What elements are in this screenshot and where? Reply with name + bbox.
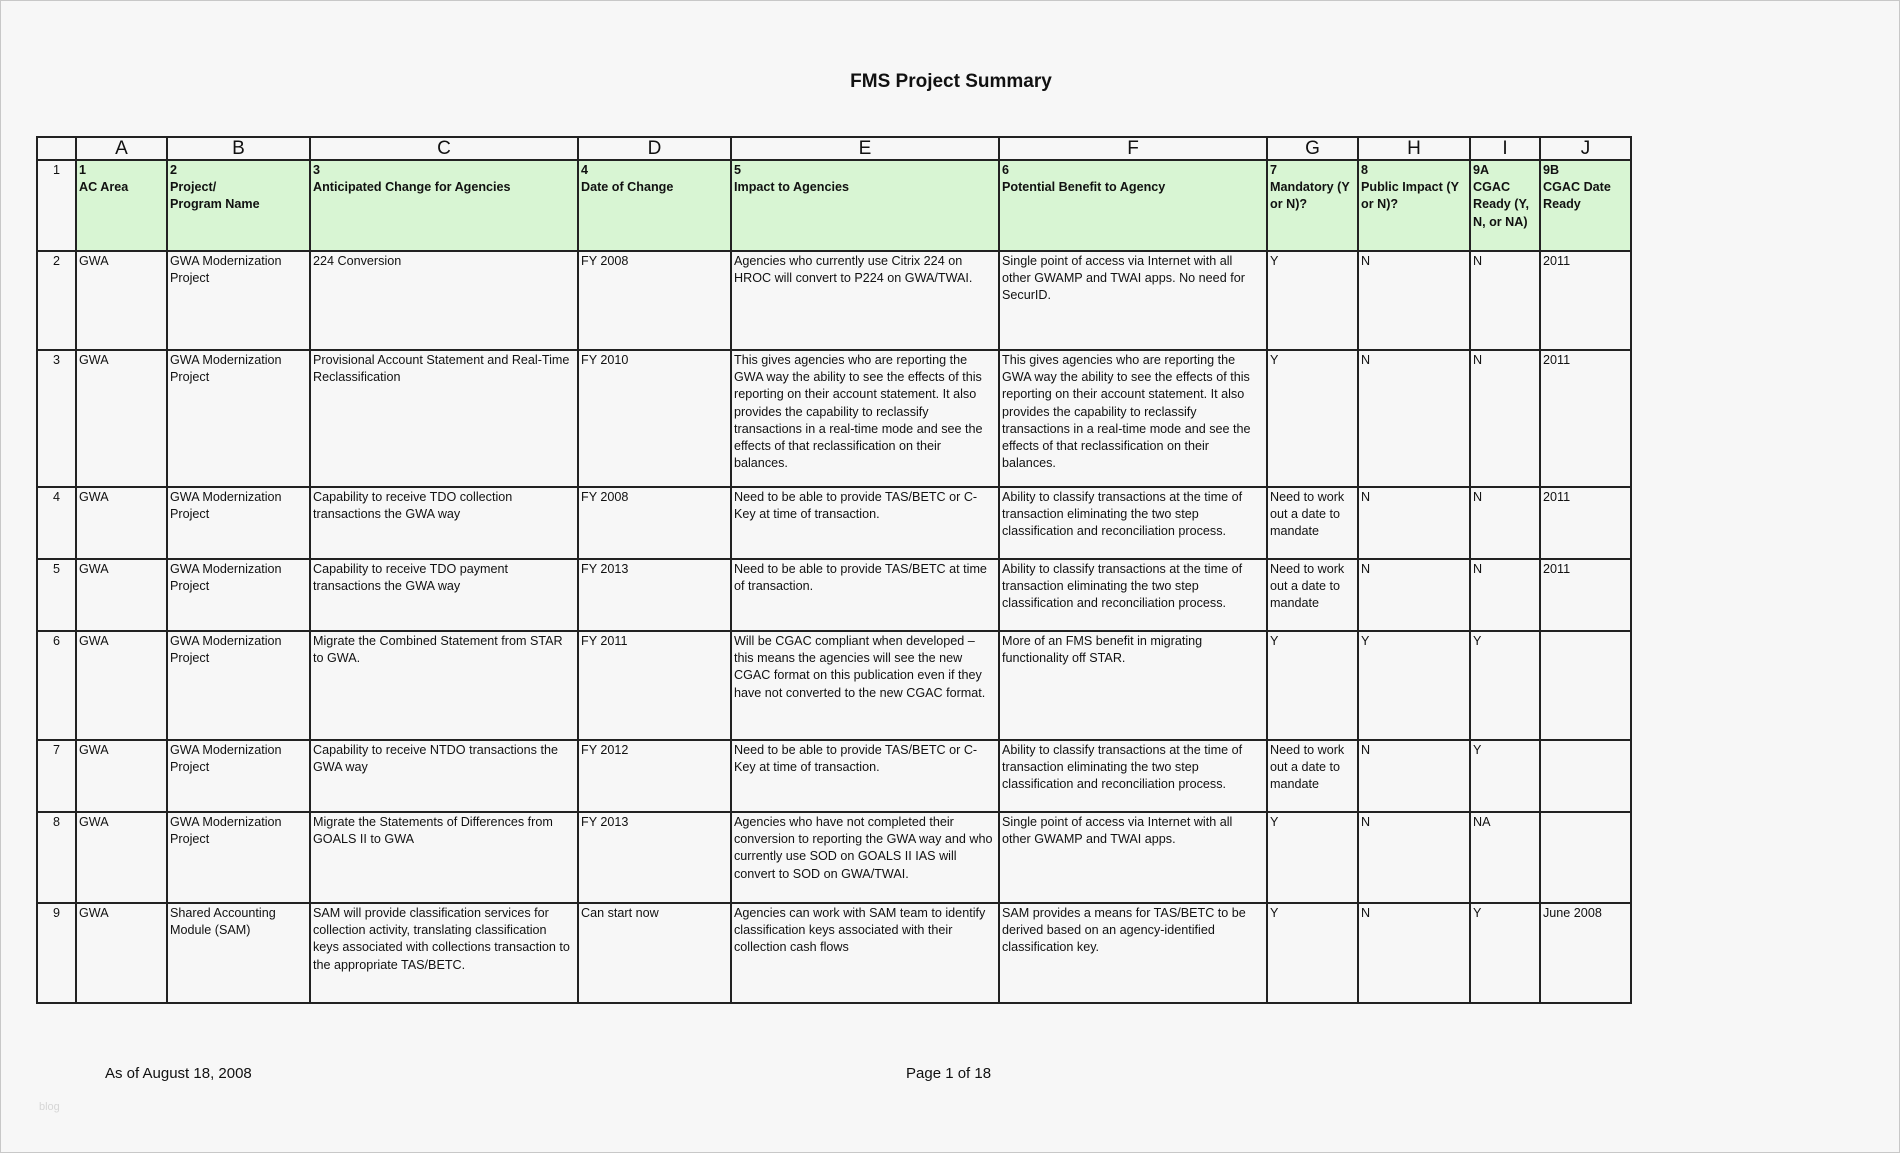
column-letter-b[interactable]: B xyxy=(167,137,310,160)
cell-i[interactable]: N xyxy=(1470,487,1540,559)
cell-h[interactable]: N xyxy=(1358,740,1470,812)
column-letter-a[interactable]: A xyxy=(76,137,167,160)
cell-h[interactable]: N xyxy=(1358,487,1470,559)
cell-a[interactable]: GWA xyxy=(76,559,167,631)
cell-i[interactable]: N xyxy=(1470,350,1540,487)
cell-g[interactable]: Need to work out a date to mandate xyxy=(1267,487,1358,559)
cell-e[interactable]: Will be CGAC compliant when developed – this means the agencies will see the new CGAC format on this publication even if they have not converted to the new CGAC format. xyxy=(731,631,999,740)
cell-h[interactable]: N xyxy=(1358,812,1470,903)
page-number: Page 1 of 18 xyxy=(906,1065,992,1082)
header-number: 4 xyxy=(581,163,589,177)
table-row xyxy=(37,903,1631,1003)
cell-g[interactable]: Y xyxy=(1267,631,1358,740)
header-label: Public Impact (Y or N)? xyxy=(1361,180,1459,212)
cell-d[interactable]: FY 2010 xyxy=(578,350,731,487)
cell-g[interactable]: Need to work out a date to mandate xyxy=(1267,740,1358,812)
cell-e[interactable]: Agencies can work with SAM team to identify classification keys associated with their collection cash flows xyxy=(731,903,999,1003)
cell-f[interactable]: Ability to classify transactions at the time of transaction eliminating the two step classification and reconciliation process. xyxy=(999,487,1267,559)
header-number: 6 xyxy=(1002,163,1010,177)
cell-d[interactable]: FY 2012 xyxy=(578,740,731,812)
cell-j[interactable]: 2011 xyxy=(1540,487,1631,559)
as-of-date: As of August 18, 2008 xyxy=(105,1065,252,1082)
cell-b[interactable]: GWA Modernization Project xyxy=(167,487,310,559)
header-cell-a[interactable] xyxy=(76,160,167,251)
cell-f[interactable]: SAM provides a means for TAS/BETC to be derived based on an agency-identified classification key. xyxy=(999,903,1267,1003)
cell-b[interactable]: Shared Accounting Module (SAM) xyxy=(167,903,310,1003)
header-number: 8 xyxy=(1361,163,1369,177)
cell-c[interactable]: Provisional Account Statement and Real-Time Reclassification xyxy=(310,350,578,487)
column-letter-i[interactable]: I xyxy=(1470,137,1540,160)
cell-d[interactable]: FY 2011 xyxy=(578,631,731,740)
cell-a[interactable]: GWA xyxy=(76,812,167,903)
cell-e[interactable]: Need to be able to provide TAS/BETC or C-Key at time of transaction. xyxy=(731,740,999,812)
table-row xyxy=(37,812,1631,903)
cell-i[interactable]: Y xyxy=(1470,631,1540,740)
cell-c[interactable]: Capability to receive NTDO transactions the GWA way xyxy=(310,740,578,812)
cell-c[interactable]: Capability to receive TDO payment transactions the GWA way xyxy=(310,559,578,631)
header-label: Project/ Program Name xyxy=(170,180,260,212)
cell-a[interactable]: GWA xyxy=(76,487,167,559)
row-number[interactable]: 5 xyxy=(37,559,76,631)
row-number[interactable]: 2 xyxy=(37,251,76,350)
column-letter-e[interactable]: E xyxy=(731,137,999,160)
table-row xyxy=(37,251,1631,350)
cell-d[interactable]: FY 2013 xyxy=(578,559,731,631)
cell-j[interactable]: 2011 xyxy=(1540,350,1631,487)
table-row xyxy=(37,487,1631,559)
header-number: 3 xyxy=(313,163,321,177)
column-letter-c[interactable]: C xyxy=(310,137,578,160)
cell-e[interactable]: This gives agencies who are reporting the GWA way the ability to see the effects of this reporting on their account statement. It also provides the capability to reclassify transactions in a real-time mode and see the effects of that reclassification on their balances. xyxy=(731,350,999,487)
cell-f[interactable]: This gives agencies who are reporting the GWA way the ability to see the effects of this reporting on their account statement. It also provides the capability to reclassify transactions in a real-time mode and see the effects of that reclassification on their balances. xyxy=(999,350,1267,487)
header-cell-g[interactable] xyxy=(1267,160,1358,251)
cell-i[interactable]: Y xyxy=(1470,903,1540,1003)
cell-h[interactable]: Y xyxy=(1358,631,1470,740)
cell-j[interactable]: 2011 xyxy=(1540,559,1631,631)
cell-c[interactable]: SAM will provide classification services for collection activity, translating classification keys associated with collections transaction to the appropriate TAS/BETC. xyxy=(310,903,578,1003)
row-number[interactable]: 3 xyxy=(37,350,76,487)
cell-a[interactable]: GWA xyxy=(76,740,167,812)
cell-e[interactable]: Need to be able to provide TAS/BETC at time of transaction. xyxy=(731,559,999,631)
cell-j[interactable] xyxy=(1540,631,1631,740)
table-row xyxy=(37,740,1631,812)
header-label: Anticipated Change for Agencies xyxy=(313,180,511,195)
header-cell-d[interactable] xyxy=(578,160,731,251)
header-label: CGAC Date Ready xyxy=(1543,180,1611,212)
cell-i[interactable]: Y xyxy=(1470,740,1540,812)
cell-h[interactable]: N xyxy=(1358,903,1470,1003)
column-letter-d[interactable]: D xyxy=(578,137,731,160)
cell-h[interactable]: N xyxy=(1358,350,1470,487)
table-row xyxy=(37,631,1631,740)
header-number: 5 xyxy=(734,163,742,177)
cell-a[interactable]: GWA xyxy=(76,251,167,350)
header-label: AC Area xyxy=(79,180,129,195)
header-cell-f[interactable] xyxy=(999,160,1267,251)
cell-d[interactable]: FY 2008 xyxy=(578,251,731,350)
cell-g[interactable]: Y xyxy=(1267,812,1358,903)
cell-e[interactable]: Agencies who currently use Citrix 224 on HROC will convert to P224 on GWA/TWAI. xyxy=(731,251,999,350)
cell-a[interactable]: GWA xyxy=(76,350,167,487)
header-cell-j[interactable] xyxy=(1540,160,1631,251)
header-number: 2 xyxy=(170,163,178,177)
cell-b[interactable]: GWA Modernization Project xyxy=(167,740,310,812)
cell-d[interactable]: FY 2008 xyxy=(578,487,731,559)
cell-j[interactable]: 2011 xyxy=(1540,251,1631,350)
cell-b[interactable]: GWA Modernization Project xyxy=(167,812,310,903)
row-number[interactable]: 8 xyxy=(37,812,76,903)
cell-d[interactable]: Can start now xyxy=(578,903,731,1003)
cell-f[interactable]: Ability to classify transactions at the time of transaction eliminating the two step classification and reconciliation process. xyxy=(999,740,1267,812)
cell-a[interactable]: GWA xyxy=(76,903,167,1003)
header-label: Mandatory (Y or N)? xyxy=(1270,180,1350,212)
row-number[interactable]: 9 xyxy=(37,903,76,1003)
select-all-corner[interactable] xyxy=(37,137,76,160)
cell-i[interactable]: NA xyxy=(1470,812,1540,903)
cell-g[interactable]: Need to work out a date to mandate xyxy=(1267,559,1358,631)
cell-h[interactable]: N xyxy=(1358,251,1470,350)
project-summary-table xyxy=(36,136,1632,1004)
row-number[interactable]: 1 xyxy=(37,160,76,251)
table-row xyxy=(37,350,1631,487)
header-label: CGAC Ready (Y, N, or NA) xyxy=(1473,180,1529,229)
cell-g[interactable]: Y xyxy=(1267,350,1358,487)
header-number: 7 xyxy=(1270,163,1278,177)
cell-c[interactable]: Capability to receive TDO collection transactions the GWA way xyxy=(310,487,578,559)
column-letter-f[interactable]: F xyxy=(999,137,1267,160)
cell-c[interactable]: 224 Conversion xyxy=(310,251,578,350)
cell-j[interactable] xyxy=(1540,740,1631,812)
cell-c[interactable]: Migrate the Statements of Differences from GOALS II to GWA xyxy=(310,812,578,903)
cell-a[interactable]: GWA xyxy=(76,631,167,740)
header-number: 9B xyxy=(1543,163,1560,177)
cell-d[interactable]: FY 2013 xyxy=(578,812,731,903)
watermark: blog xyxy=(39,1101,60,1113)
cell-b[interactable]: GWA Modernization Project xyxy=(167,631,310,740)
column-letter-g[interactable]: G xyxy=(1267,137,1358,160)
cell-b[interactable]: GWA Modernization Project xyxy=(167,251,310,350)
header-number: 1 xyxy=(79,163,87,177)
cell-f[interactable]: Ability to classify transactions at the time of transaction eliminating the two step classification and reconciliation process. xyxy=(999,559,1267,631)
cell-i[interactable]: N xyxy=(1470,251,1540,350)
column-letter-row xyxy=(37,137,1631,160)
cell-j[interactable]: June 2008 xyxy=(1540,903,1631,1003)
row-number[interactable]: 7 xyxy=(37,740,76,812)
row-number[interactable]: 4 xyxy=(37,487,76,559)
cell-e[interactable]: Agencies who have not completed their conversion to reporting the GWA way and who currently use SOD on GOALS II IAS will convert to SOD on GWA/TWAI. xyxy=(731,812,999,903)
header-number: 9A xyxy=(1473,163,1490,177)
cell-h[interactable]: N xyxy=(1358,559,1470,631)
cell-b[interactable]: GWA Modernization Project xyxy=(167,559,310,631)
header-cell-b[interactable] xyxy=(167,160,310,251)
cell-c[interactable]: Migrate the Combined Statement from STAR to GWA. xyxy=(310,631,578,740)
header-row xyxy=(37,160,1631,251)
column-letter-h[interactable]: H xyxy=(1358,137,1470,160)
document-title: FMS Project Summary xyxy=(850,71,1052,92)
column-letter-j[interactable]: J xyxy=(1540,137,1631,160)
cell-e[interactable]: Need to be able to provide TAS/BETC or C-Key at time of transaction. xyxy=(731,487,999,559)
cell-i[interactable]: N xyxy=(1470,559,1540,631)
cell-f[interactable]: Single point of access via Internet with all other GWAMP and TWAI apps. No need for SecurID. xyxy=(999,251,1267,350)
row-number[interactable]: 6 xyxy=(37,631,76,740)
header-cell-i[interactable] xyxy=(1470,160,1540,251)
cell-g[interactable]: Y xyxy=(1267,903,1358,1003)
cell-f[interactable]: More of an FMS benefit in migrating functionality off STAR. xyxy=(999,631,1267,740)
header-cell-h[interactable] xyxy=(1358,160,1470,251)
header-label: Potential Benefit to Agency xyxy=(1002,180,1166,195)
cell-j[interactable] xyxy=(1540,812,1631,903)
cell-g[interactable]: Y xyxy=(1267,251,1358,350)
table-row xyxy=(37,559,1631,631)
header-label: Impact to Agencies xyxy=(734,180,850,195)
header-cell-e[interactable] xyxy=(731,160,999,251)
cell-b[interactable]: GWA Modernization Project xyxy=(167,350,310,487)
header-cell-c[interactable] xyxy=(310,160,578,251)
cell-f[interactable]: Single point of access via Internet with all other GWAMP and TWAI apps. xyxy=(999,812,1267,903)
header-label: Date of Change xyxy=(581,180,674,195)
